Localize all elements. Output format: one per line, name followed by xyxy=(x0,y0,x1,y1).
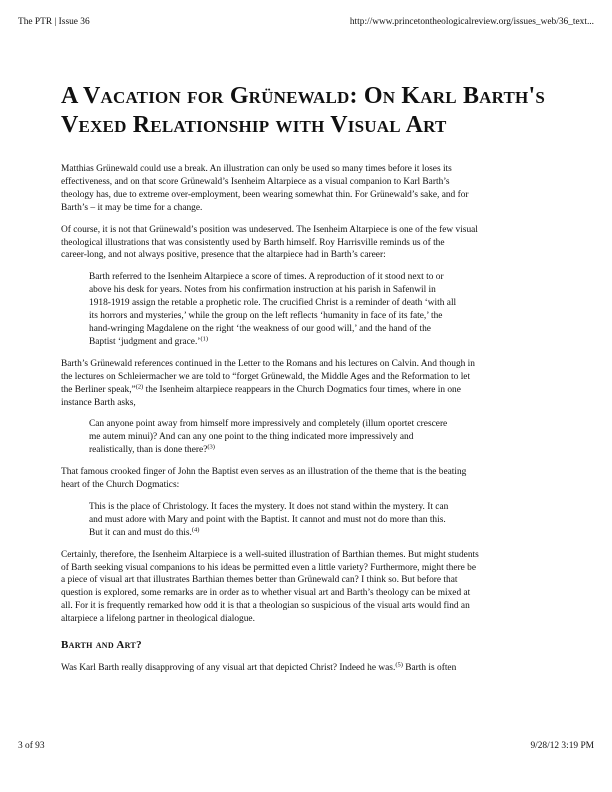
paragraph-line: theological illustrations that was consistently used by Barth himself. Roy Harrisville reminds us of the xyxy=(61,237,445,248)
footnote-link-2[interactable]: (2) xyxy=(135,383,144,391)
blockquote-2 xyxy=(89,418,552,457)
paragraph-line: question is explored, some remarks are in order as to whether visual art and Barth’s theology can be mixed at xyxy=(61,588,471,599)
print-timestamp: 9/28/12 3:19 PM xyxy=(530,741,594,751)
quote-line: hand-wringing Magdalene on the right ‘the weakness of our good will,’ and the hand of the xyxy=(89,323,431,334)
section-heading: Barth and Art? xyxy=(61,639,142,652)
paragraph-line: Matthias Grünewald could use a break. An illustration can only be used so many times before it loses its xyxy=(61,164,452,174)
paragraph-line: career-long, and not always positive, presence that the altarpiece had in Barth’s career: xyxy=(61,250,386,261)
quote-line: above his desk for years. Notes from his confirmation instruction at his parish in Safenwil in xyxy=(89,285,436,296)
paragraph-line: a piece of visual art that illustrates Barthian themes better than Grünewald can? I think so. But before that xyxy=(61,575,458,586)
quote-line: its horrors and mysteries,’ while the group on the left reflects ‘humanity in face of its fate,’ the xyxy=(89,311,443,322)
paragraph-line: theology has, due to extreme over-employment, been wearing somewhat thin. For Grünewald’s sake, and for xyxy=(61,189,469,200)
paragraph-line: the Isenheim altarpiece reappears in the Church Dogmatics four times, where in one xyxy=(143,384,461,395)
quote-line: Barth referred to the Isenheim Altarpiece a score of times. A reproduction of it stood next to or xyxy=(89,272,444,283)
paragraph-line: the Berliner speak,” xyxy=(61,384,136,395)
quote-line: and must adore with Mary and point with the Baptist. It cannot and must not do more than this. xyxy=(89,514,446,525)
page-count: 3 of 93 xyxy=(18,741,45,751)
paragraph-line: altarpiece a lifelong partner in theological dialogue. xyxy=(61,614,255,625)
paragraph-1 xyxy=(61,163,552,215)
paragraph-line: That famous crooked finger of John the Baptist even serves as an illustration of the theme that is the beating xyxy=(61,467,467,478)
paragraph-line: effectiveness, and on that score Grünewald’s Isenheim Altarpiece as a visual companion to Karl Barth’s xyxy=(61,176,450,187)
paragraph-6 xyxy=(61,662,552,675)
paragraph-line: all. For it is frequently remarked how odd it is that a theologian so suspicious of the visual arts would find an xyxy=(61,601,470,612)
footnote-link-3[interactable]: (3) xyxy=(207,443,215,451)
article-title xyxy=(61,82,552,140)
paragraph-line: Certainly, therefore, the Isenheim Altarpiece is a well-suited illustration of Barthian themes. But might students xyxy=(61,549,479,560)
paragraph-line: Barth is often xyxy=(402,663,457,674)
paragraph-4 xyxy=(61,466,552,492)
header-url: http://www.princetontheologicalreview.org/issues_web/36_text... xyxy=(349,17,594,27)
blockquote-3 xyxy=(89,501,552,540)
paragraph-5 xyxy=(61,549,552,626)
paragraph-2 xyxy=(61,224,552,263)
footnote-link-1[interactable]: (1) xyxy=(200,335,209,343)
paragraph-line: instance Barth asks, xyxy=(61,397,136,408)
footnote-link-5[interactable]: (5) xyxy=(395,661,403,669)
quote-line: me autem minui)? And can any one point to the thing indicated more impressively and xyxy=(89,432,414,443)
paragraph-line: the lectures on Schleiermacher we are told to “forget Grünewald, the Middle Ages and the Reformation to let xyxy=(61,371,471,382)
title-line-1: A Vacation for Grünewald: On Karl Barth's xyxy=(61,83,546,109)
paragraph-line: Barth’s Grünewald references continued in the Letter to the Romans and his lectures on Calvin. And though in xyxy=(61,358,475,369)
quote-line: 1918-1919 assign the retable a prophetic role. The crucified Christ is a reminder of death ‘with all xyxy=(89,298,457,309)
paragraph-line: Was Karl Barth really disapproving of any visual art that depicted Christ? Indeed he was. xyxy=(61,663,396,674)
paragraph-line: Barth’s – it may be time for a change. xyxy=(61,202,203,213)
footnote-link-4[interactable]: (4) xyxy=(191,526,200,534)
quote-line: Can anyone point away from himself more impressively and completely (illum oportet crescere xyxy=(89,419,448,430)
quote-line: But it can and must do this. xyxy=(89,527,192,538)
paragraph-line: of Barth seeking visual companions to his ideas be permitted even a little variety? Furthermore, might there be xyxy=(61,562,476,573)
paragraph-3 xyxy=(61,358,552,410)
paragraph-line: heart of the Church Dogmatics: xyxy=(61,480,180,491)
quote-line: This is the place of Christology. It faces the mystery. It does not stand within the mystery. It can xyxy=(89,501,449,512)
header-left: The PTR | Issue 36 xyxy=(18,17,90,27)
paragraph-line: Of course, it is not that Grünewald’s position was undeserved. The Isenheim Altarpiece is one of the few visual xyxy=(61,224,478,235)
quote-line: Baptist ‘judgment and grace.’ xyxy=(89,336,201,347)
article xyxy=(61,82,552,684)
quote-line: realistically, than is done there? xyxy=(89,445,208,456)
blockquote-1 xyxy=(89,271,552,348)
title-line-2: Vexed Relationship with Visual Art xyxy=(61,112,447,138)
